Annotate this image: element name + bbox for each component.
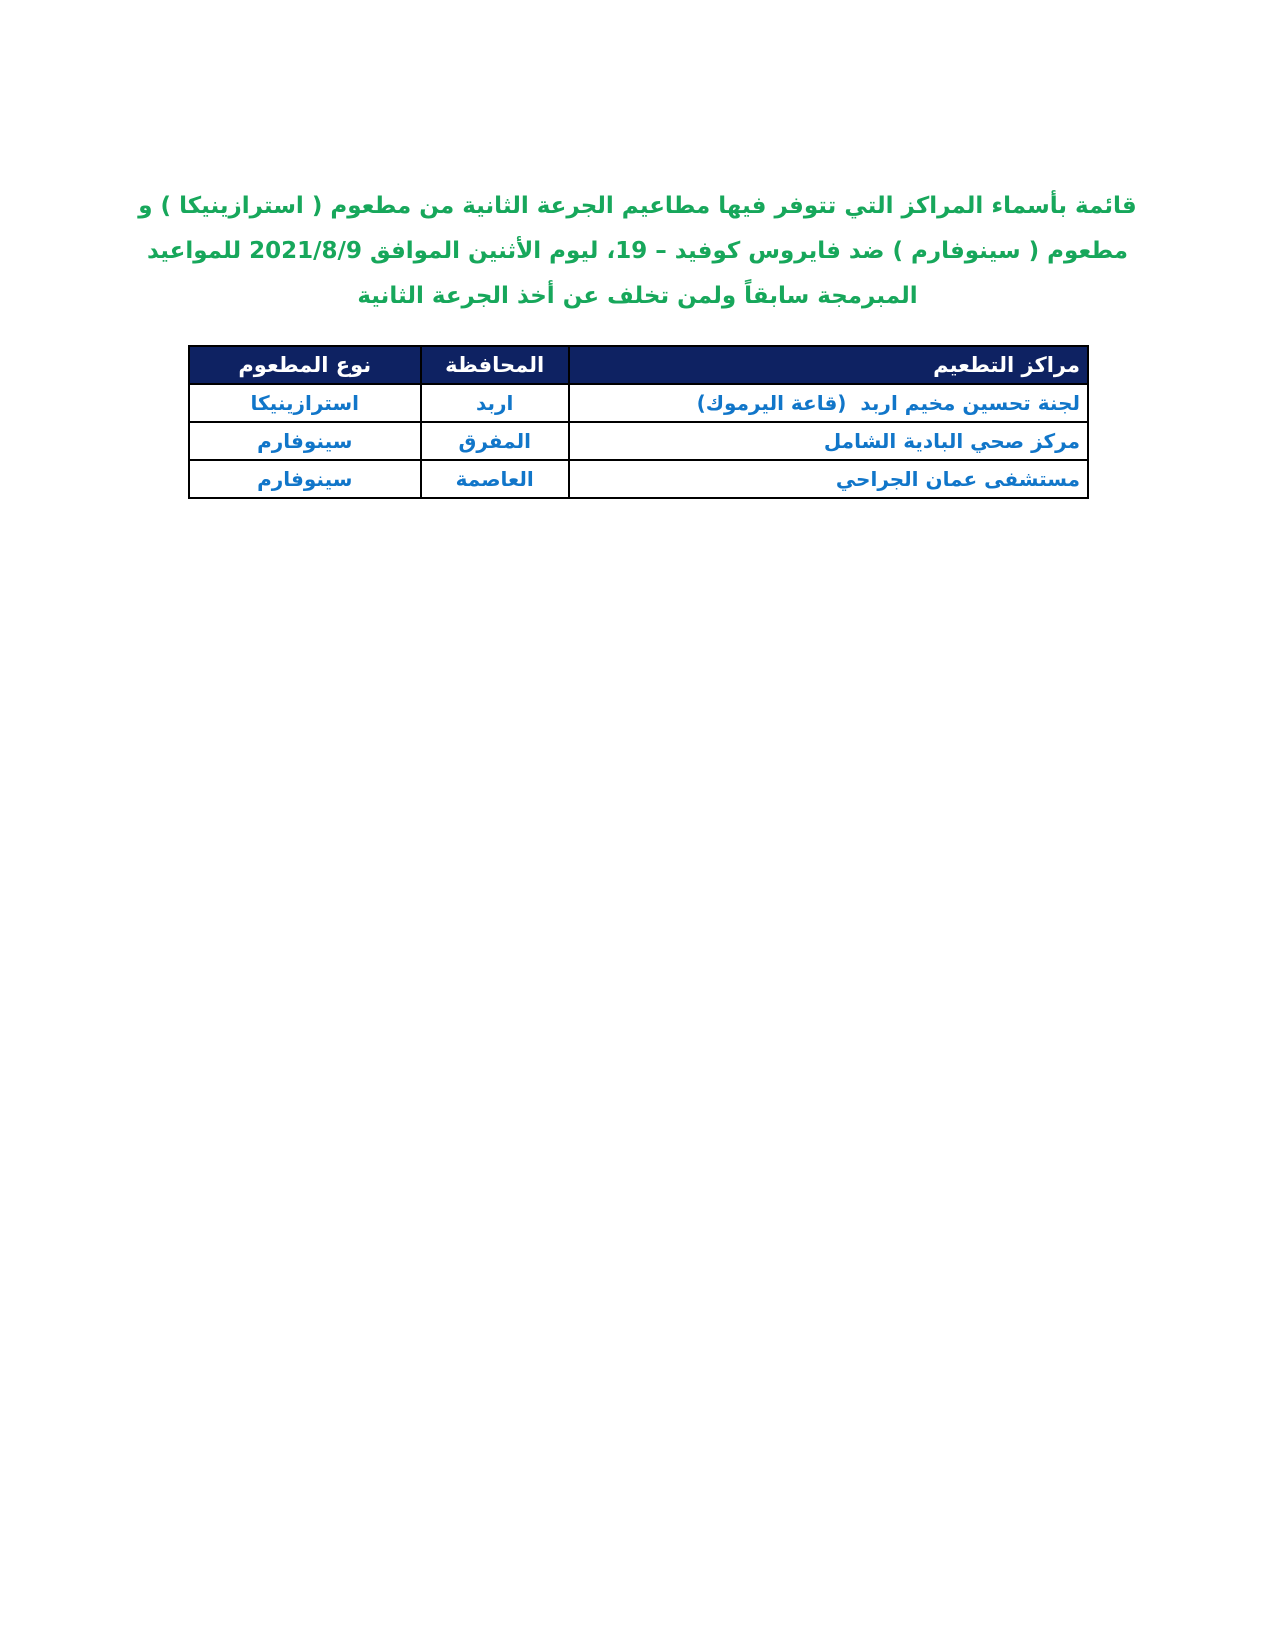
cell-center-name: مستشفى عمان الجراحي: [569, 460, 1088, 498]
vaccination-centers-table: [188, 345, 1089, 499]
header-vaccine-type: نوع المطعوم: [189, 346, 421, 384]
cell-center-name: مركز صحي البادية الشامل: [569, 422, 1088, 460]
cell-vaccine-type: سينوفارم: [189, 422, 421, 460]
title-line-1: قائمة بأسماء المراكز التي تتوفر فيها مطاعيم الجرعة الثانية من مطعوم ( استرازينيكا ) و: [138, 193, 1137, 219]
cell-center-name: لجنة تحسين مخيم اربد (قاعة اليرموك): [569, 384, 1088, 422]
header-governorate: المحافظة: [421, 346, 569, 384]
cell-governorate: اربد: [421, 384, 569, 422]
cell-governorate: العاصمة: [421, 460, 569, 498]
cell-vaccine-type: استرازينيكا: [189, 384, 421, 422]
cell-vaccine-type: سينوفارم: [189, 460, 421, 498]
header-vaccination-centers: مراكز التطعيم: [569, 346, 1088, 384]
table-row: [189, 460, 1088, 498]
title-line-3: المبرمجة سابقاً ولمن تخلف عن أخذ الجرعة الثانية: [357, 283, 918, 309]
document-title: [90, 184, 1185, 319]
table-header-row: [189, 346, 1088, 384]
table-row: [189, 384, 1088, 422]
title-line-2: مطعوم ( سينوفارم ) ضد فايروس كوفيد – 19، ليوم الأثنين الموافق 2021/8/9 للمواعيد: [146, 238, 1129, 264]
cell-governorate: المفرق: [421, 422, 569, 460]
table-row: [189, 422, 1088, 460]
